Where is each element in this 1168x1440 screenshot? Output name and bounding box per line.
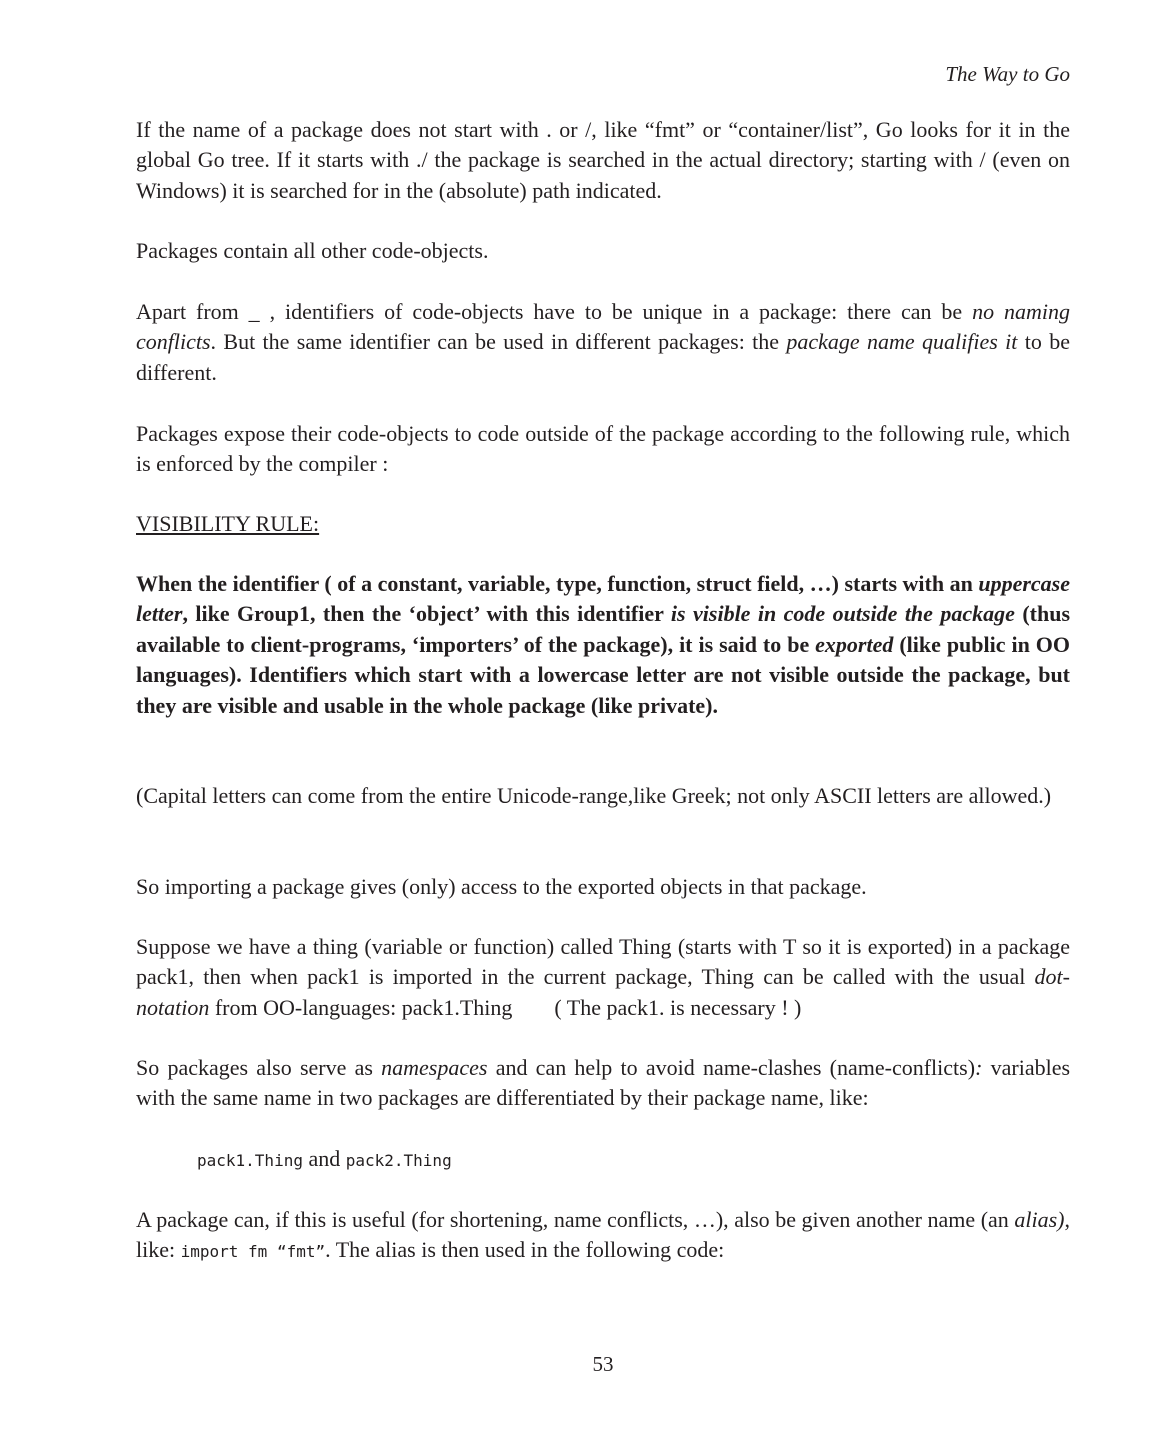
text: When the identifier ( of a constant, variable, type, function, struct field, …) starts with an: [136, 571, 979, 596]
paragraph-visibility-rule: [136, 569, 1070, 721]
text: , like:: [136, 1207, 1070, 1263]
emphasis: no naming conflicts: [136, 299, 1071, 355]
code: import fm “fmt”: [180, 1242, 326, 1262]
paragraph-importing: So importing a package gives (only) access to the exported objects in that package.: [136, 874, 867, 899]
code: pack1.Thing: [197, 1151, 303, 1170]
paragraph-namespaces: [136, 1053, 1070, 1114]
emphasis: exported: [815, 631, 894, 657]
text: (like public in OO languages). Identifiers which start with a lowercase letter are not visible outside the package, but they are visible and usable in the whole package (like private).: [136, 631, 1070, 718]
emphasis: uppercase letter: [136, 571, 1070, 627]
paragraph-alias: [136, 1205, 1070, 1268]
text: from OO-languages: pack1.Thing: [209, 994, 513, 1020]
paragraph-naming-conflicts: [136, 297, 1070, 388]
emphasis: is visible in code outside the package: [670, 601, 1015, 627]
code: pack2.Thing: [345, 1151, 452, 1170]
page-number: 53: [592, 1352, 614, 1376]
text: . But the same identifier can be used in different packages: the: [210, 329, 787, 355]
text: ( The pack1. is necessary ! ): [554, 994, 802, 1020]
text: (thus available to client-programs, ‘importers’ of the package), it is said to be: [136, 601, 1071, 657]
text: Apart from _ , identifiers of code-objects have to be unique in a package: there can be: [136, 299, 973, 324]
text: Suppose we have a thing (variable or function) called Thing (starts with T so it is exported) in a package pack1, then when pack1 is imported in the current package, Thing can be called with the usual: [136, 934, 1070, 990]
text: . The alias is then used in the following code:: [325, 1237, 725, 1263]
text: to be different.: [136, 329, 1070, 385]
paragraph-capital-letters: (Capital letters can come from the entire Unicode-range,like Greek; not only ASCII letters are allowed.): [136, 783, 1052, 808]
paragraph-expose-rule: Packages expose their code-objects to code outside of the package according to the following rule, which is enforced by the compiler :: [136, 421, 1070, 477]
paragraph-package-lookup: If the name of a package does not start with . or /, like “fmt” or “container/list”, Go looks for it in the global Go tree. If it starts with ./ the package is searched in the actual directory; starting with / (even on Windows) it is searched for in the (absolute) path indicated.: [136, 117, 1070, 203]
emphasis: alias): [1014, 1207, 1065, 1232]
text: So packages also serve as: [136, 1055, 382, 1080]
text: , like Group1, then the ‘object’ with this identifier: [182, 601, 671, 627]
code-example-namespaces: [197, 1144, 452, 1176]
running-header: The Way to Go: [945, 62, 1070, 86]
text: and: [302, 1146, 346, 1171]
text: variables with the same name in two packages are differentiated by their package name, like:: [136, 1055, 1071, 1111]
emphasis: package name qualifies it: [786, 329, 1018, 355]
text: A package can, if this is useful (for shortening, name conflicts, …), also be given another name (an: [136, 1207, 1015, 1232]
paragraph-dot-notation: [136, 932, 1070, 1023]
emphasis: dot-notation: [136, 964, 1070, 1020]
emphasis: :: [975, 1055, 983, 1080]
emphasis: namespaces: [381, 1055, 488, 1080]
text: and can help to avoid name-clashes (name-conflicts): [487, 1055, 976, 1080]
visibility-rule-heading: VISIBILITY RULE:: [136, 511, 320, 536]
paragraph-packages-contain: Packages contain all other code-objects.: [136, 238, 489, 263]
